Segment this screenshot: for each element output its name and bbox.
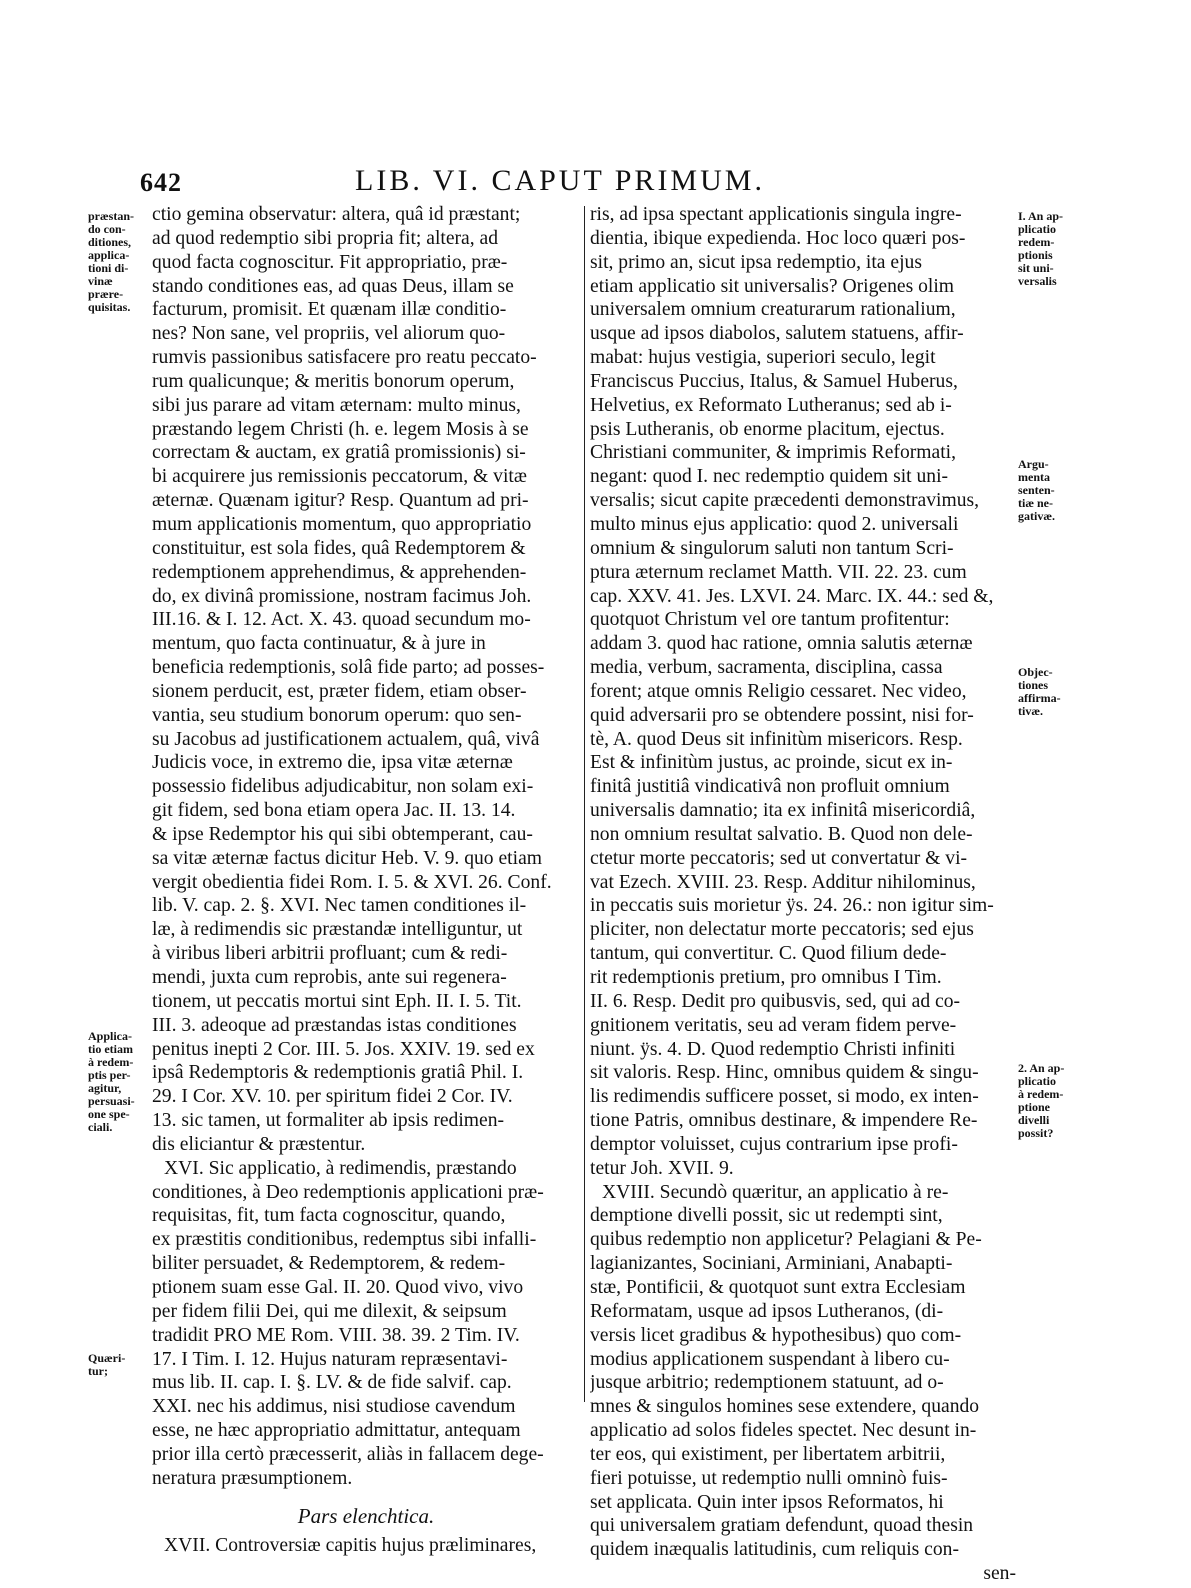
text-line: 29. I Cor. XV. 10. per spiritum fidei 2 Cor. IV. [152,1086,513,1108]
text-line: à viribus liberi arbitrii profluant; cum & redi- [152,943,508,965]
text-line: fieri potuisse, ut redemptio nulli omninò fuis- [590,1467,948,1489]
margin-note-line: Applica- [88,1029,133,1043]
margin-note-line: applica- [88,248,130,262]
text-line: do, ex divinâ promissione, nostram facimus Joh. [152,585,532,607]
text-line: XVII. Controversiæ capitis hujus præliminares, [164,1535,537,1557]
text-line: cap. XXV. 41. Jes. LXVI. 24. Marc. IX. 44.: sed &, [590,585,994,607]
text-line: per fidem filii Dei, qui me dilexit, & seipsum [152,1300,507,1322]
text-line: mentum, quo facta continuatur, & à jure in [152,633,486,655]
left-column [152,203,580,1558]
margin-note-line: à redem- [1018,1087,1064,1101]
margin-note-line: sit uni- [1018,261,1054,275]
margin-note-line: quisitas. [88,300,131,314]
text-line: III. 3. adeoque ad præstandas istas conditiones [152,1014,517,1036]
text-line: negant: quod I. nec redemptio quidem sit uni- [590,466,949,488]
text-line: tetur Joh. XVII. 9. [590,1157,734,1179]
margin-note-line: redem- [1018,235,1055,249]
text-line: git fidem, sed bona etiam opera Jac. II. 13. 14. [152,800,516,822]
text-line: versalis; sicut capite præcedenti demonstravimus, [590,490,980,512]
text-line: ctetur morte peccatoris; sed ut convertatur & vi- [590,847,968,869]
text-line: quotquot Christum vel ore tantum profitentur: [590,609,950,631]
text-line: rum qualicunque; & meritis bonorum operum, [152,370,515,392]
text-line: lis redimendis sufficere posset, si modo, ex inten- [590,1086,979,1108]
text-line: redemptionem apprehendimus, & apprehenden- [152,561,527,583]
text-line: lib. V. cap. 2. §. XVI. Nec tamen conditiones il- [152,895,527,917]
margin-note-line: tiones [1018,678,1048,692]
text-line: tè, A. quod Deus sit infinitùm misericors. Resp. [590,728,963,750]
text-line: ex præstitis conditionibus, redemptus sibi infalli- [152,1229,537,1251]
margin-note-line: plicatio [1018,1074,1056,1088]
text-line: sit valoris. Resp. Hinc, omnibus quidem & singu- [590,1062,979,1084]
text-line: sionem perducit, est, præter fidem, etiam obser- [152,680,527,702]
margin-note-line: divelli [1018,1113,1050,1127]
text-line: vat Ezech. XVIII. 23. Resp. Additur nihilominus, [590,871,976,893]
text-line: æternæ. Quænam igitur? Resp. Quantum ad pri- [152,490,529,512]
margin-note-line: ptione [1018,1100,1051,1114]
margin-note-an-applicatio [1018,210,1076,288]
text-line: Franciscus Puccius, Italus, & Samuel Huberus, [590,370,958,392]
page-number: 642 [140,168,182,197]
text-line: nes? Non sane, vel propriis, vel aliorum quo- [152,323,506,345]
text-line: non omnium resultat salvatio. B. Quod non dele- [590,823,973,845]
margin-note-line: versalis [1018,274,1057,288]
text-line: tione Patris, omnibus destinare, & impendere Re- [590,1110,978,1132]
text-line: ctio gemina observatur: altera, quâ id præstant; [152,204,521,225]
margin-note-line: plicatio [1018,222,1056,236]
text-line: 13. sic tamen, ut formaliter ab ipsis redimen- [152,1110,505,1132]
text-line: lagianizantes, Sociniani, Arminiani, Anabapti- [590,1253,953,1275]
text-line: facturum, promisit. Et quænam illæ conditio- [152,299,507,321]
section-heading-pars-elenchtica: Pars elenchtica. [297,1503,435,1528]
text-line: sa vitæ æternæ factus dicitur Heb. V. 9. quo etiam [152,847,543,869]
margin-note-argumenta [1018,458,1076,523]
text-line: Judicis voce, in extremo die, ipsa vitæ æternæ [152,752,513,774]
text-line: sibi jus parare ad vitam æternam: multo minus, [152,394,521,416]
text-line: 17. I Tim. I. 12. Hujus naturam repræsentavi- [152,1348,508,1370]
running-head: LIB. VI. CAPUT PRIMUM. [355,164,765,197]
margin-note-line: Quæri- [88,1351,126,1365]
text-line: & ipse Redemptor his qui sibi obtemperant, cau- [152,823,533,845]
text-line: constituitur, est sola fides, quâ Redemptorem & [152,537,526,559]
text-line: possessio fidelibus adjudicabitur, non solam exi- [152,776,534,798]
catchword: sen- [983,1563,1016,1585]
text-line: ipsâ Redemptoris & redemptionis gratiâ Phil. I. [152,1062,524,1084]
text-line: su Jacobus ad justificationem actualem, quâ, vivâ [152,728,540,750]
margin-note-line: ptis per- [88,1068,131,1082]
text-line: addam 3. quod hac ratione, omnia salutis æternæ [590,633,973,655]
margin-note-line: præstan- [88,209,135,223]
margin-note-prestando [88,210,148,314]
margin-note-line: affirma- [1018,691,1061,705]
text-line: mus lib. II. cap. I. §. LV. & de fide salvif. cap. [152,1372,512,1394]
text-line: ad quod redemptio sibi propria fit; altera, ad [152,227,499,249]
text-line: finitâ justitiâ vindicativâ non profluit omnium [590,776,950,798]
margin-note-divelli [1018,1062,1076,1140]
text-line: demptor voluisset, cujus contrarium ipse profi- [590,1133,958,1155]
margin-note-objectiones [1018,666,1076,718]
text-line: tradidit PRO ME Rom. VIII. 38. 39. 2 Tim. IV. [152,1324,520,1346]
margin-note-line: persuasi- [88,1094,135,1108]
text-line: quidem inæqualis latitudinis, cum reliquis con- [590,1539,959,1561]
text-line: forent; atque omnis Religio cessaret. Nec video, [590,680,967,702]
margin-note-line: prære- [88,287,124,301]
margin-note-line: tioni di- [88,261,129,275]
text-line: tionem, ut peccatis mortui sint Eph. II. I. 5. Tit. [152,990,522,1012]
text-line: modius applicationem suspendant à libero cu- [590,1348,950,1370]
text-line: esse, ne hæc appropriatio admittatur, antequam [152,1420,521,1442]
text-line: stæ, Pontificii, & quotquot sunt extra Ecclesiam [590,1276,966,1298]
text-line: universalis damnatio; ita ex infinitâ misericordiâ, [590,800,976,822]
text-line: ter eos, qui existiment, per libertatem arbitrii, [590,1443,946,1465]
margin-note-line: I. An ap- [1018,209,1064,223]
text-line: neratura præsumptionem. [152,1467,353,1489]
text-line: multo minus ejus applicatio: quod 2. universali [590,513,959,535]
margin-note-line: tivæ. [1018,704,1043,718]
text-line: dientia, ibique expedienda. Hoc loco quæri pos- [590,227,966,249]
text-line: qui universalem gratiam defendunt, quoad thesin [590,1515,974,1537]
text-line: III.16. & I. 12. Act. X. 43. quoad secundum mo- [152,609,531,631]
text-line: XVIII. Secundò quæritur, an applicatio à re- [602,1181,949,1203]
text-line: Christiani communiter, & imprimis Reformati, [590,442,957,464]
text-line: mnes & singulos homines sese extendere, quando [590,1396,980,1418]
text-line: rumvis passionibus satisfacere pro reatu peccato- [152,347,537,369]
text-line: media, verbum, sacramenta, disciplina, cassa [590,657,943,679]
text-line: usque ad ipsos diabolos, salutem statuens, affir- [590,323,964,345]
margin-note-line: vinæ [88,274,113,288]
text-line: pliciter, non delectatur morte peccatoris; sed ejus [590,919,974,941]
margin-note-line: possit? [1018,1126,1054,1140]
text-line: versis licet gradibus & hypothesibus) quo com- [590,1324,962,1346]
text-line: gnitionem veritatis, seu ad veram fidem perve- [590,1014,957,1036]
margin-note-line: gativæ. [1018,509,1055,523]
text-line: demptione divelli possit, sic ut redempti sint, [590,1205,943,1227]
text-line: conditiones, à Deo redemptionis applicationi præ- [152,1181,544,1203]
margin-note-line: ptionis [1018,248,1053,262]
text-line: quibus redemptio non applicetur? Pelagiani & Pe- [590,1229,982,1251]
text-line: beneficia redemptionis, solâ fide parto; ad posses- [152,657,545,679]
text-line: Helvetius, ex Reformato Lutheranus; sed ab i- [590,394,952,416]
text-line: sit, primo an, sicut ipsa redemptio, ita ejus [590,251,922,273]
text-line: II. 6. Resp. Dedit pro quibusvis, sed, qui ad co- [590,990,961,1012]
text-line: quod facta cognoscitur. Fit appropriatio, præ- [152,251,508,273]
text-line: Est & infinitùm justus, ac proinde, sicut ex in- [590,752,953,774]
margin-note-line: one spe- [88,1107,130,1121]
text-line: præstando legem Christi (h. e. legem Mosis à se [152,418,529,440]
text-line: etiam applicatio sit universalis? Origenes olim [590,275,955,297]
margin-note-line: ciali. [88,1120,113,1134]
text-line: psis Lutheranis, ob enorme placitum, ejectus. [590,418,945,440]
page-header [140,158,1040,198]
margin-note-applicatio [88,1030,148,1134]
text-line: læ, à redimendis sic præstandæ intelliguntur, ut [152,919,523,941]
text-line: Reformatam, usque ad ipsos Lutheranos, (di- [590,1300,944,1322]
margin-note-line: Argu- [1018,457,1049,471]
margin-note-line: Objec- [1018,665,1053,679]
margin-note-line: do con- [88,222,126,236]
text-line: niunt. ÿs. 4. D. Quod redemptio Christi infiniti [590,1038,956,1060]
text-line: correctam & auctam, ex gratiâ promissionis) si- [152,442,526,464]
text-line: applicatio ad solos fideles spectet. Nec desunt in- [590,1420,977,1442]
text-line: tantum, qui convertitur. C. Quod filium dede- [590,943,947,965]
text-line: bi acquirere jus remissionis peccatorum, & vitæ [152,466,527,488]
text-line: mendi, juxta cum reprobis, ante sui regenera- [152,967,507,988]
text-line: vergit obedientia fidei Rom. I. 5. & XVI. 26. Conf. [152,871,552,893]
text-line: in peccatis suis morietur ÿs. 24. 26.: non igitur sim- [590,895,994,917]
column-divider [584,206,585,1402]
text-line: universalem omnium creaturarum rationalium, [590,299,956,321]
text-line: prior illa certò præcesserit, aliàs in fallacem dege- [152,1443,544,1465]
margin-note-line: à redem- [88,1055,134,1069]
margin-note-line: ditiones, [88,235,132,249]
text-line: jusque arbitrio; redemptionem statuunt, ad o- [590,1372,944,1394]
text-line: mum applicationis momentum, quo appropriatio [152,513,532,535]
text-line: set applicata. Quin inter ipsos Reformatos, hi [590,1491,944,1513]
margin-note-line: agitur, [88,1081,122,1095]
text-line: vantia, seu studium bonorum operum: quo sen- [152,704,522,726]
text-line: stando conditiones eas, ad quas Deus, illam se [152,275,514,297]
text-line: omnium & singulorum saluti non tantum Scri- [590,537,954,559]
text-line: ris, ad ipsa spectant applicationis singula ingre- [590,204,962,225]
text-line: mabat: hujus vestigia, superiori seculo, legit [590,347,936,369]
text-line: ptionem suam esse Gal. II. 20. Quod vivo, vivo [152,1276,524,1298]
margin-note-line: menta [1018,470,1050,484]
margin-note-line: 2. An ap- [1018,1061,1065,1075]
margin-note-line: tio etiam [88,1042,133,1056]
margin-note-line: tur; [88,1364,108,1378]
text-line: rit redemptionis pretium, pro omnibus I Tim. [590,967,942,988]
margin-note-line: senten- [1018,483,1055,497]
text-line: requisitas, fit, tum facta cognoscitur, quando, [152,1205,506,1227]
text-line: quid adversarii pro se obtendere possint, nisi for- [590,704,974,726]
text-line: XVI. Sic applicatio, à redimendis, præstando [164,1157,517,1179]
text-line: ptura æternum reclamet Matth. VII. 22. 23. cum [590,561,967,583]
margin-note-line: tiæ ne- [1018,496,1053,510]
right-column [590,203,1016,1586]
text-line: biliter persuadet, & Redemptorem, & redem- [152,1253,506,1275]
text-line: dis eliciantur & præstentur. [152,1133,366,1155]
text-line: XXI. nec his addimus, nisi studiose cavendum [152,1396,516,1418]
text-line: penitus inepti 2 Cor. III. 5. Jos. XXIV. 19. sed ex [152,1038,535,1060]
margin-note-quaeritur [88,1352,148,1378]
